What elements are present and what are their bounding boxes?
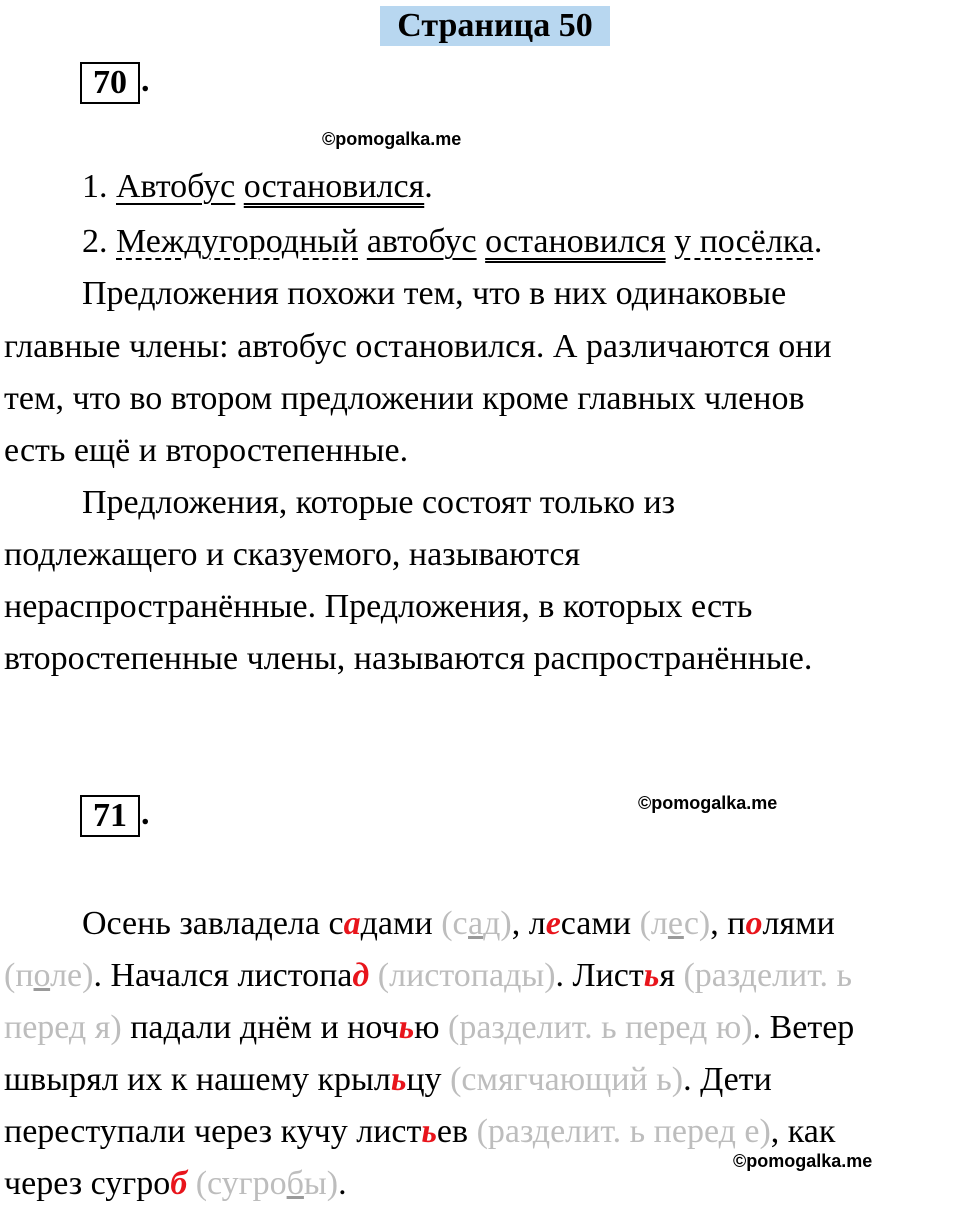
task-70-number: 70 xyxy=(80,62,140,104)
task-70-dot: . xyxy=(141,62,150,99)
text-line: швырял их к нашему крыльцу (смягчающий ь). Дети xyxy=(4,1061,772,1098)
text-line: переступали через кучу листьев (разделит. ь перед е), как xyxy=(4,1113,836,1150)
text-line: Осень завладела садами (сад), лесами (лес), полями xyxy=(82,905,835,942)
sentence-1: 1. Автобус остановился. xyxy=(82,168,433,205)
paragraph-line: главные члены: автобус остановился. А различаются они xyxy=(4,328,832,365)
paragraph-line: есть ещё и второстепенные. xyxy=(4,432,409,469)
task-71-number: 71 xyxy=(80,795,140,837)
predicate-word: остановился xyxy=(485,223,666,260)
text-line: перед я) падали днём и ночью (разделит. ь перед ю). Ветер xyxy=(4,1009,855,1046)
paragraph-line: Предложения похожи тем, что в них одинаковые xyxy=(82,275,787,312)
sentence-2: 2. Междугородный автобус остановился у посёлка. xyxy=(82,223,823,260)
watermark: ©pomogalka.me xyxy=(322,129,462,149)
paragraph-line: Предложения, которые состоят только из xyxy=(82,484,676,521)
predicate-word: остановился xyxy=(243,168,425,205)
text-line: через сугроб (сугробы). xyxy=(4,1165,347,1202)
watermark: ©pomogalka.me xyxy=(638,793,778,813)
paragraph-line: нераспространённые. Предложения, в которых есть xyxy=(4,588,753,625)
task-71-dot: . xyxy=(141,795,150,832)
paragraph-line: второстепенные члены, называются распространённые. xyxy=(4,640,813,677)
page-title: Страница 50 xyxy=(380,6,610,46)
subject-word: Автобус xyxy=(116,168,236,205)
subject-word: автобус xyxy=(366,223,477,260)
text-line: (поле). Начался листопад (листопады). Листья (разделит. ь xyxy=(4,957,853,994)
paragraph-line: подлежащего и сказуемого, называются xyxy=(4,536,581,573)
watermark: ©pomogalka.me xyxy=(733,1151,873,1171)
paragraph-line: тем, что во втором предложении кроме главных членов xyxy=(4,380,805,417)
adverbial-phrase: у посёлка xyxy=(674,223,814,260)
attribute-word: Междугородный xyxy=(116,223,359,260)
